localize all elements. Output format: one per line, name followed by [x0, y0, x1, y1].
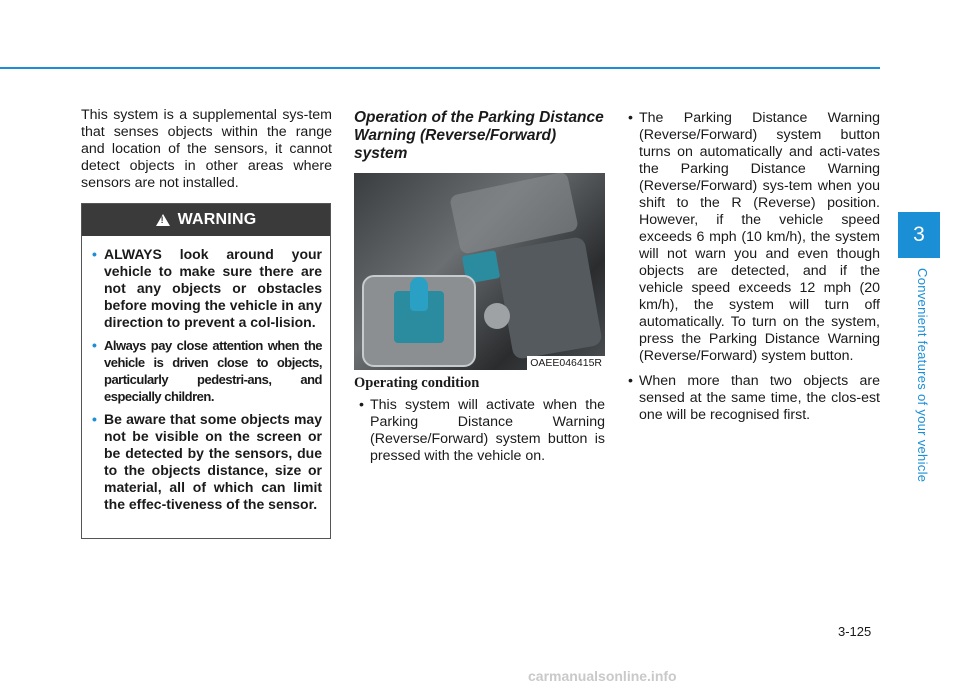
- photo-caption: OAEE046415R: [527, 356, 605, 370]
- warning-list: [82, 236, 330, 513]
- chapter-title: Convenient features of your vehicle: [915, 268, 930, 483]
- page-number: 3-125: [838, 624, 872, 639]
- chapter-tab: 3: [898, 212, 940, 258]
- col2-bullets: [354, 397, 605, 473]
- warning-item: • Be aware that some objects may not be visible on the screen or be detected by the sensors, due to the objects distance, size or material, all of which can limit the effec-tiveness of the sensor.: [92, 411, 322, 513]
- list-item: • The Parking Distance Warning (Reverse/Forward) system button turns on automatically and acti-vates the Parking Distance Warning (Reverse/Forward) sys-tem when you shift to the R (Reverse) position. However, if the vehicle speed exceeds 6 mph (10 km/h), the system will not warn you and even though objects are detected, and if the vehicle speed exceeds 12 mph (20 km/h), the system will turn off automatically. To turn on the system, press the Parking Distance Warning (Reverse/Forward) system button.: [623, 110, 880, 365]
- operating-condition-heading: Operating condition: [354, 375, 480, 391]
- finger-press-icon: [410, 277, 428, 311]
- col3-bullets: [623, 110, 880, 432]
- warning-item: • ALWAYS look around your vehicle to make sure there are not any objects or obstacles before moving the vehicle in any direction to prevent a col-lision.: [92, 246, 322, 331]
- intro-paragraph: This system is a supplemental sys-tem that senses objects within the range and location of the sensors, it cannot detect objects in other areas where sensors are not installed.: [81, 107, 332, 191]
- photo-shape: [495, 236, 603, 360]
- console-photo: [354, 173, 605, 370]
- warning-box: [81, 203, 331, 539]
- section-heading: Operation of the Parking Distance Warning (Reverse/Forward) system: [354, 109, 604, 162]
- warning-title: WARNING: [177, 211, 257, 228]
- photo-inset: [362, 275, 476, 367]
- intro-column: [81, 107, 332, 192]
- warning-header: [82, 204, 330, 236]
- photo-knob: [484, 303, 510, 329]
- warning-triangle-icon: [156, 214, 170, 226]
- top-rule: [0, 67, 880, 69]
- warning-item: • Always pay close attention when the vehicle is driven close to objects, particularly pedestri-ans, and especially children.: [92, 337, 322, 405]
- list-item: • When more than two objects are sensed at the same time, the clos-est one will be recognised first.: [623, 373, 880, 424]
- list-item: • This system will activate when the Parking Distance Warning (Reverse/Forward) system button is pressed with the vehicle on.: [354, 397, 605, 465]
- footer-watermark: carmanualsonline.info: [528, 668, 677, 684]
